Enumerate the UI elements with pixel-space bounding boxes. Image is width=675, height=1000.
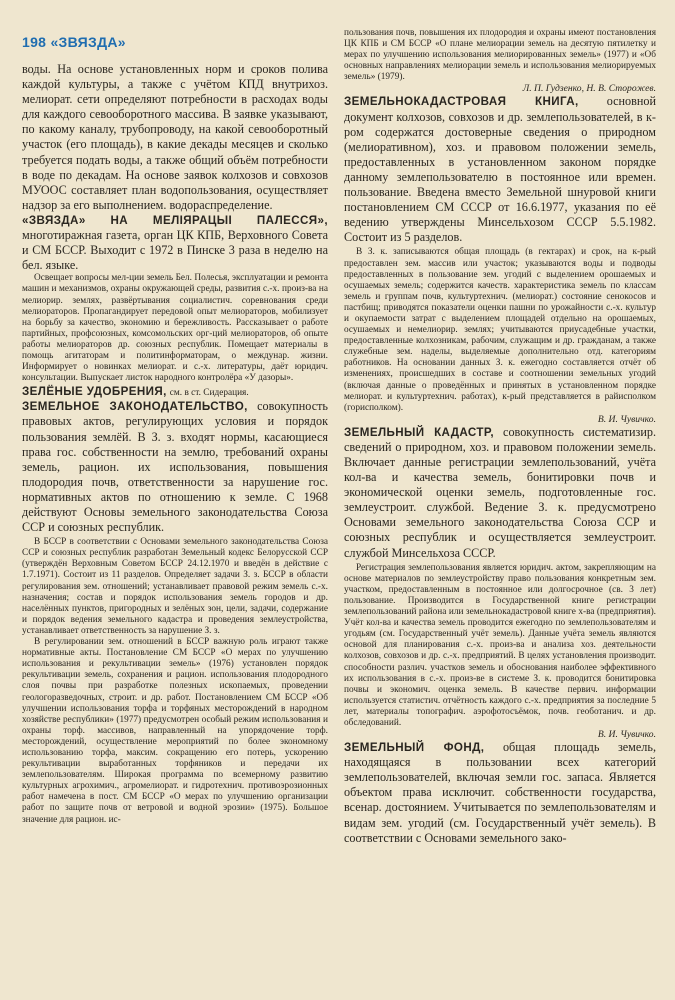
left-column — [22, 62, 328, 826]
continued-paragraph: воды. На основе установленных норм и сроков полива каждой культуры, а также с учётом КПД внутрихоз. мелиорат. сети определяют потребности в расходах воды для каждого севооборотного массива. В заявке указывают, по какому каналу, трубопроводу, на какой севооборотный участок (его площадь), в какие декады месяцев и сколько требуется подать воды, а также общий объём потребности в воде по декадам. На основе заявок колхозов и совхозов МУООС составляет план водопользования, осуществляет надзор за его выполнением. водораспределение. — [22, 62, 328, 212]
entry-body: основной документ колхозов, совхозов и др. землепользователей, в к-ром содержатся достоверные сведения о природном (мелиоративном), хоз. и правовом положении земель, предоставленных в установленном законом порядке данному землепользователю в постоянное или времен. пользование. Введена вместо Земельной шнуровой книги постановлением СМ СССР от 16.6.1977, указания по её ведению утверждены Минсельхозом СССР 5.5.1982. Состоит из 5 разделов. — [344, 94, 657, 245]
entry-small-text: В регулировании зем. отношений в БССР важную роль играют также нормативные акты. Постановление СМ БССР «О мерах по улучшению использования и рекультивации земель» (1976) установлен порядок рекультивации земель, сохранения и рацион. использования плодородного слоя почвы при разработке полезных ископаемых, проведении геологоразведочных, строит. и др. работ. Постановлением СМ БССР «Об улучшении использования торфа и торфяных месторождений в народном хозяйстве республики» (1977) предусмотрен особый режим использования и охраны торф. массивов, направленный на упорядочение торф. месторождений, осуществление мероприятий по более экономному использованию торфа, максим. сокращению его потерь, ускорению рекультивации выработанных торфяников и передачи их землепользователям. Широкая программа по всемерному развитию культурных агрохимич., агромелиорат. и гидротехнич. противоэрозионных работ намечена в пост. СМ БССР «О мерах по улучшению организации работ по защите почв от ветровой и водной эрозии» (1975). Большое значение для рацион. ис- — [22, 637, 328, 825]
entry-body: см. в ст. Сидерация. — [169, 388, 249, 399]
headword-zvyazda: «ЗВЯЗДА» НА МЕЛІЯРАЦЫІ ПАЛЕССЯ», — [22, 213, 328, 227]
entry-small-text: В З. к. записываются общая площадь (в гектарах) и срок, на к-рый предоставлен зем. массив или участок; указываются воды и подводы предоставленных в пользование зем. угодий с выделением орошаемых и осушаемых земель; содержится качеств. характеристика земель по классам земель и группам почв, культуртехнич. (мелиорат.) состояние сенокосов и пастбищ; приводятся показатели оценки пашни по урожайности с.-х. культур и окупаемости затрат с выделением площадей отдельно на орошаемых, осушаемых и немелиорир. землях; учитываются приусадебные участки, предоставленные колхозникам, рабочим, служащим и др. гражданам, а также служебные зем. наделы, выделяемые дополнительно отд. категориям работников. На основании данных З. к. ежегодно составляется отчёт об изменениях, происшедших в составе и соотношении земельных угодий (включая данные о проведённых и принятых в установленном порядке мелиорат. и культуртехнич. работах), к-рый представляется в райисполком (горисполком). — [344, 247, 656, 413]
entry-fond — [344, 740, 656, 846]
headword-kadastr: ЗЕМЕЛЬНЫЙ КАДАСТР, — [344, 425, 495, 439]
entry-zvyazda — [22, 213, 328, 273]
author-signature: В. И. Чувичко. — [597, 413, 656, 425]
entry-small-text: Освещает вопросы мел-ции земель Бел. Полесья, эксплуатации и ремонта машин и механизмов, охраны окружающей среды, развития с.-х. произ-ва на мелиорир. землях, развёртывания социалистич. соревнования среди мелиораторов. Пропагандирует передовой опыт мелиораторов, мобилизует на борьбу за качество, экономию и бережливость. Рассказывает о работе партийных, профсоюзных, комсомольских орг-ций мелиораторов, об опыте работы мелиораторов др. союзных республик. Помещает материалы в помощь агитаторам и политинформаторам, о междунар. жизни. Информирует о новинках мелиорат. и с.-х. литературы, даёт юридич. консультации. Выпускает листок народного контролёра «У дазоры». — [22, 273, 328, 384]
author-signature: В. И. Чувичко. — [597, 729, 656, 741]
headword-zelenye: ЗЕЛЁНЫЕ УДОБРЕНИЯ, — [22, 385, 167, 399]
entry-body: совокупность правовых актов, регулирующих условия и порядок пользования землёй. В З. з. входят нормы, касающиеся права гос. собственности на землю, требований охраны земель, рацион. их использования, повышения плодородия почв, ответственности за нарушение гос. нормативных актов по отношению к земле. С 1968 действуют Основы земельного законодательства Союза ССР и союзных республик. — [22, 399, 328, 535]
entry-zakon — [22, 399, 328, 535]
entry-small-text: Регистрация землепользования является юридич. актом, закрепляющим на основе материалов по землеустройству право пользования конкретным зем. участком, предоставленным в постоянное или долгосрочное (св. 3 лет) пользование. Производится в Государственной книге регистрации землепользований района или земельнокадастровой книге х-ва (предприятия). Учёт кол-ва и качества земель проводится ежегодно по землепользователям и угодьям (см. Государственный учёт земель). Данные учёта земель являются основой для планирования с.-х. произ-ва и анализа хоз. деятельности колхозов, совхозов и др. с.-х. предприятий. В целях установления производит. способности различ. участков земель и обоснования наиболее эффективного их использования в с.-х. произ-ве в системе З. к. проводится бонитировка почвы и экономич. оценка земель. В качестве первич. информации используется статистич. отчётность каждого с.-х. предприятия за последние 5 лет, материалы топографич. аэрофотосъёмок, почв. геоботанич. и др. обследований. — [344, 562, 656, 728]
entry-body: совокупность систематизир. сведений о природном, хоз. и правовом положении земель. Включает данные регистрации землепользований, учёта кол-ва и качества земель, бонитировки почв и экономической оценки земель, подготовленные гос. землеустроит. службой. Ведение З. к. предусмотрено Основами земельного законодательства Союза ССР и союзных республик и осуществляется землеустроит. службой Минсельхоза СССР. — [344, 424, 656, 560]
entry-body: многотиражная газета, орган ЦК КПБ, Верховного Совета и СМ БССР. Выходит с 1972 в Пинске 3 раза в неделю на бел. языке. — [22, 228, 328, 273]
entry-kadastr — [344, 425, 656, 561]
entry-zelenye — [22, 384, 328, 399]
page-title: 198 «ЗВЯЗДА» — [22, 34, 126, 50]
entry-body: общая площадь земель, находящаяся в пользовании всех категорий землепользователей, включая земли гос. запаса. Является объектом права исключит. собственности государства, всенар. достоянием. Учитывается по землепользователям и видам зем. угодий (см. Государственный учёт земель). В соответствии с Основами земельного зако- — [344, 740, 656, 845]
entry-kniga — [344, 94, 656, 245]
right-column — [344, 28, 656, 846]
headword-fond: ЗЕМЕЛЬНЫЙ ФОНД, — [344, 741, 485, 755]
author-signature: Л. П. Гудзенко, Н. В. Сторожев. — [522, 83, 656, 95]
headword-kniga: ЗЕМЕЛЬНОКАДАСТРОВАЯ КНИГА, — [344, 95, 579, 109]
headword-zakon: ЗЕМЕЛЬНОЕ ЗАКОНОДАТЕЛЬСТВО, — [22, 400, 248, 414]
entry-small-text: В БССР в соответствии с Основами земельного законодательства Союза ССР и союзных республик разработан Земельный кодекс Белорусской ССР (утверждён Верховным Советом БССР 24.12.1970 и введён в действие с 1.7.1971). Состоит из 11 разделов. Определяет задачи З. з. БССР в области регулирования зем. отношений; устанавливает правовой режим земель с.-х. назначения; состав и порядок использования земель городов и др. населённых пунктов, пригородных и зелёных зон, цели, задачи, содержание и порядок ведения земельного кадастра и проведения землеустройства, устанавливает ответственность за нарушение З. з. — [22, 537, 328, 636]
continued-small-text: пользования почв, повышения их плодородия и охраны имеют постановления ЦК КПБ и СМ БССР «О плане мелиорации земель на десятую пятилетку и мерах по улучшению использования мелиорированных земель» (1977) и «Об основных направлениях мелиорации земель и использования мелиорируемых земель» (1979). — [344, 28, 656, 83]
